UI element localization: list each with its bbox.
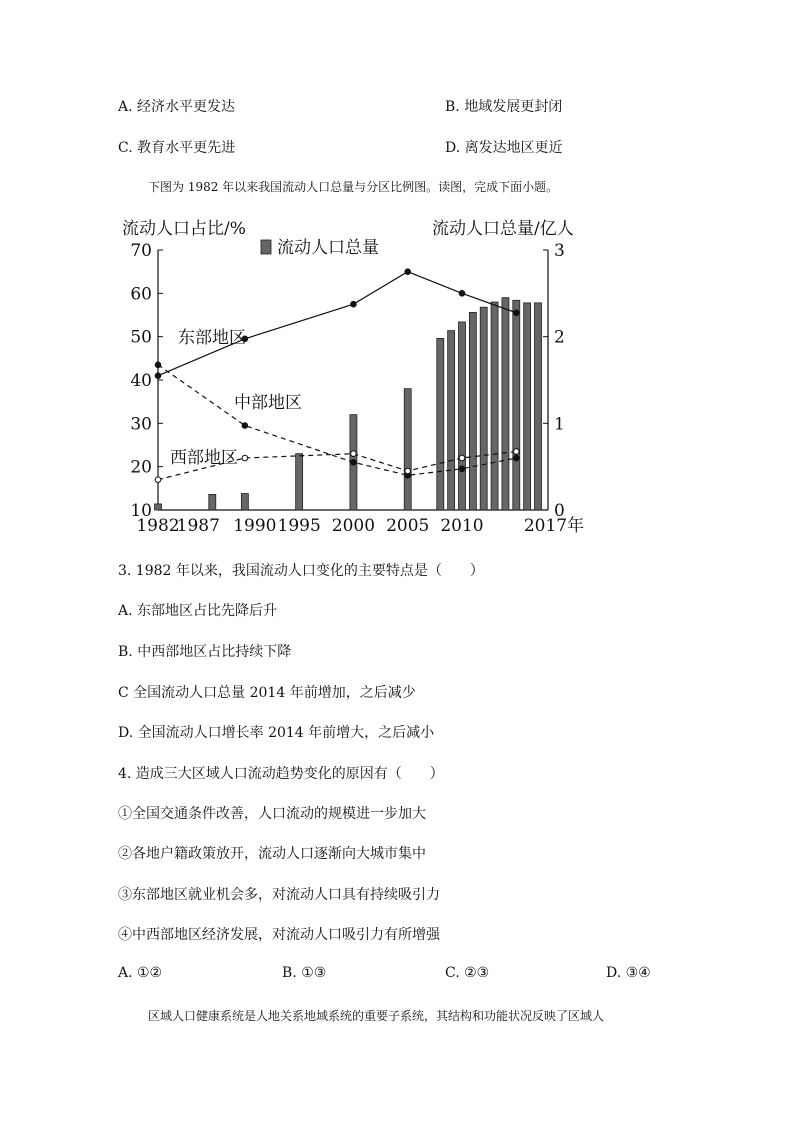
prev-option-b: B. 地域发展更封闭: [445, 99, 563, 115]
legend-label: 流动人口总量: [277, 238, 379, 258]
x-tick-label: 1982: [136, 516, 180, 536]
bar: [502, 298, 509, 510]
bar: [404, 389, 411, 510]
left-tick-label: 40: [130, 371, 152, 391]
q3-option-d: D. 全国流动人口增长率 2014 年前增大，之后减小: [118, 725, 435, 741]
x-tick-label: 1990: [233, 516, 277, 536]
series-point: [351, 301, 357, 307]
x-tick-label: 1987: [176, 516, 220, 536]
bar: [480, 307, 487, 510]
label-east: 东部地区: [178, 328, 246, 348]
bar: [448, 331, 455, 510]
bar: [241, 494, 248, 510]
prev-option-c: C. 教育水平更先进: [118, 140, 236, 156]
series-point: [155, 362, 161, 368]
right-tick-label: 3: [554, 241, 565, 261]
q4-option-c: C. ②③: [445, 965, 490, 981]
q4-option-a: A. ①②: [118, 965, 163, 981]
series-point: [351, 451, 357, 457]
legend-swatch: [261, 240, 271, 254]
q4-statement-1: ①全国交通条件改善，人口流动的规模进一步加大: [118, 806, 426, 822]
series-point: [459, 466, 465, 472]
right-axis-label: 流动人口总量/亿人: [432, 219, 574, 239]
left-tick-label: 30: [130, 414, 152, 435]
q3-option-c: C 全国流动人口总量 2014 年前增加，之后减少: [118, 685, 416, 701]
series-point: [155, 477, 161, 483]
q4-option-b: B. ①③: [282, 965, 327, 981]
series-point: [242, 455, 248, 461]
series-point: [513, 455, 519, 461]
chart-svg: [110, 210, 600, 540]
prev-option-a: A. 经济水平更发达: [118, 99, 236, 115]
x-tick-label: 2005: [386, 516, 430, 536]
label-west: 西部地区: [170, 448, 238, 468]
prev-option-d: D. 离发达地区更近: [445, 140, 563, 156]
series-point: [513, 310, 519, 316]
left-tick-label: 10: [130, 501, 152, 521]
series-point: [405, 269, 411, 275]
left-axis-label: 流动人口占比/%: [122, 219, 246, 239]
series-point: [242, 423, 248, 429]
bar: [155, 504, 162, 510]
x-tick-label: 2010: [440, 516, 484, 536]
bar: [209, 494, 216, 510]
q4-stem: 4. 造成三大区域人口流动趋势变化的原因有（ ）: [118, 766, 444, 782]
bar: [437, 338, 444, 510]
series-point: [351, 460, 357, 466]
q3-option-a: A. 东部地区占比先降后升: [118, 603, 278, 619]
x-tick-label: 2017年: [523, 516, 585, 536]
population-chart: [110, 210, 600, 540]
q4-statement-4: ④中西部地区经济发展，对流动人口吸引力有所增强: [118, 927, 440, 943]
q4-option-d: D. ③④: [606, 965, 651, 981]
q3-option-b: B. 中西部地区占比持续下降: [118, 644, 292, 660]
left-tick-label: 70: [130, 241, 152, 261]
bar: [535, 303, 542, 510]
q4-statement-2: ②各地户籍政策放开，流动人口逐渐向大城市集中: [118, 846, 426, 862]
bar: [524, 303, 531, 510]
bar: [296, 454, 303, 510]
left-tick-label: 50: [130, 327, 152, 348]
series-point: [155, 373, 161, 379]
next-passage-intro: 区域人口健康系统是人地关系地域系统的重要子系统，其结构和功能状况反映了区域人: [148, 1009, 605, 1023]
bar: [491, 302, 498, 510]
bar: [469, 312, 476, 510]
chart-intro: 下图为 1982 年以来我国流动人口总量与分区比例图。读图，完成下面小题。: [148, 180, 559, 194]
x-tick-label: 2000: [331, 516, 376, 536]
q4-statement-3: ③东部地区就业机会多，对流动人口具有持续吸引力: [118, 887, 440, 903]
right-tick-label: 0: [554, 501, 565, 521]
left-tick-label: 60: [130, 284, 152, 305]
bar: [513, 300, 520, 510]
series-point: [459, 291, 465, 297]
series-point: [513, 449, 519, 455]
right-tick-label: 1: [554, 414, 565, 435]
right-tick-label: 2: [554, 327, 565, 348]
series-point: [459, 455, 465, 461]
series-point: [405, 468, 411, 474]
q3-stem: 3. 1982 年以来，我国流动人口变化的主要特点是（ ）: [118, 563, 484, 579]
x-tick-label: 1995: [277, 516, 321, 536]
left-tick-label: 20: [130, 457, 152, 478]
bar: [459, 322, 466, 510]
label-central: 中部地区: [234, 393, 302, 413]
